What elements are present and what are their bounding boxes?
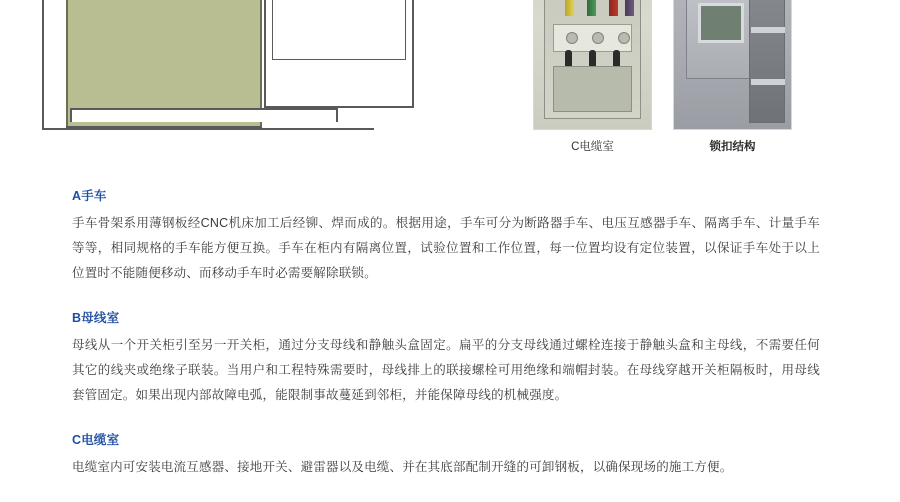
busbar-green [587,0,596,16]
busbar-red [609,0,618,16]
body-content [72,186,820,502]
section-body: 母线从一个开关柜引至另一开关柜，通过分支母线和静触头盒固定。扁平的分支母线通过螺栓连接于静触头盒和主母线，不需要任何其它的线夹或绝缘子联装。当用户和工程特殊需要时，母线排上的联接螺栓可用绝缘和端帽封装。在母线穿越开关柜隔板时，用母线套管固定。如果出现内部故障电弧，能限制事故蔓延到邻柜，并能保障母线的机械强度。 [72,338,820,402]
lock-viewport [698,3,744,43]
section-body: 手车骨架系用薄钢板经CNC机床加工后经铆、焊而成的。根据用途，手车可分为断路器手车、电压互感器手车、隔离手车、计量手车等等，相同规格的手车能方便互换。手车在柜内有隔离位置，试验位置和工作位置，每一位置均设有定位装置，以保证手车处于以上位置时不能随便移动、而移动手车时必需要解除联锁。 [72,216,820,280]
busbar-yellow [565,0,574,16]
drawing-base-bar [70,108,338,122]
section-title: A手车 [72,189,107,203]
current-transformer-box [553,24,632,52]
section-b-busbar-room [72,308,820,408]
section-body: 电缆室内可安装电流互感器、接地开关、避雷器以及电缆、并在其底部配制开缝的可卸钢板，以确保现场的施工方便。 [72,460,733,474]
drawing-right-compartment [264,0,414,108]
section-title: B母线室 [72,311,120,325]
bolt-nut [618,32,630,44]
lock-structure-caption: 锁扣结构 [709,141,756,153]
bolt-nut [566,32,578,44]
lock-bar [751,27,785,33]
drawing-right-inner [272,0,406,60]
cable-room-photo [533,0,652,130]
photo-block-lock-structure [673,0,792,154]
illustration-area [0,0,900,160]
cable-room-interior [544,0,641,119]
busbar-purple [625,0,634,16]
lock-structure-photo [673,0,792,130]
lock-side-rail [749,0,785,123]
section-title: C电缆室 [72,433,120,447]
bolt-nut [592,32,604,44]
cable-room-caption: C电缆室 [571,141,614,153]
switchgear-technical-drawing [42,0,422,130]
lock-bar [751,79,785,85]
photo-block-cable-room [533,0,652,154]
section-a-handcart [72,186,820,286]
cable-room-base-plate [553,66,632,112]
drawing-floor-line [66,126,262,128]
section-c-cable-room [72,430,820,480]
